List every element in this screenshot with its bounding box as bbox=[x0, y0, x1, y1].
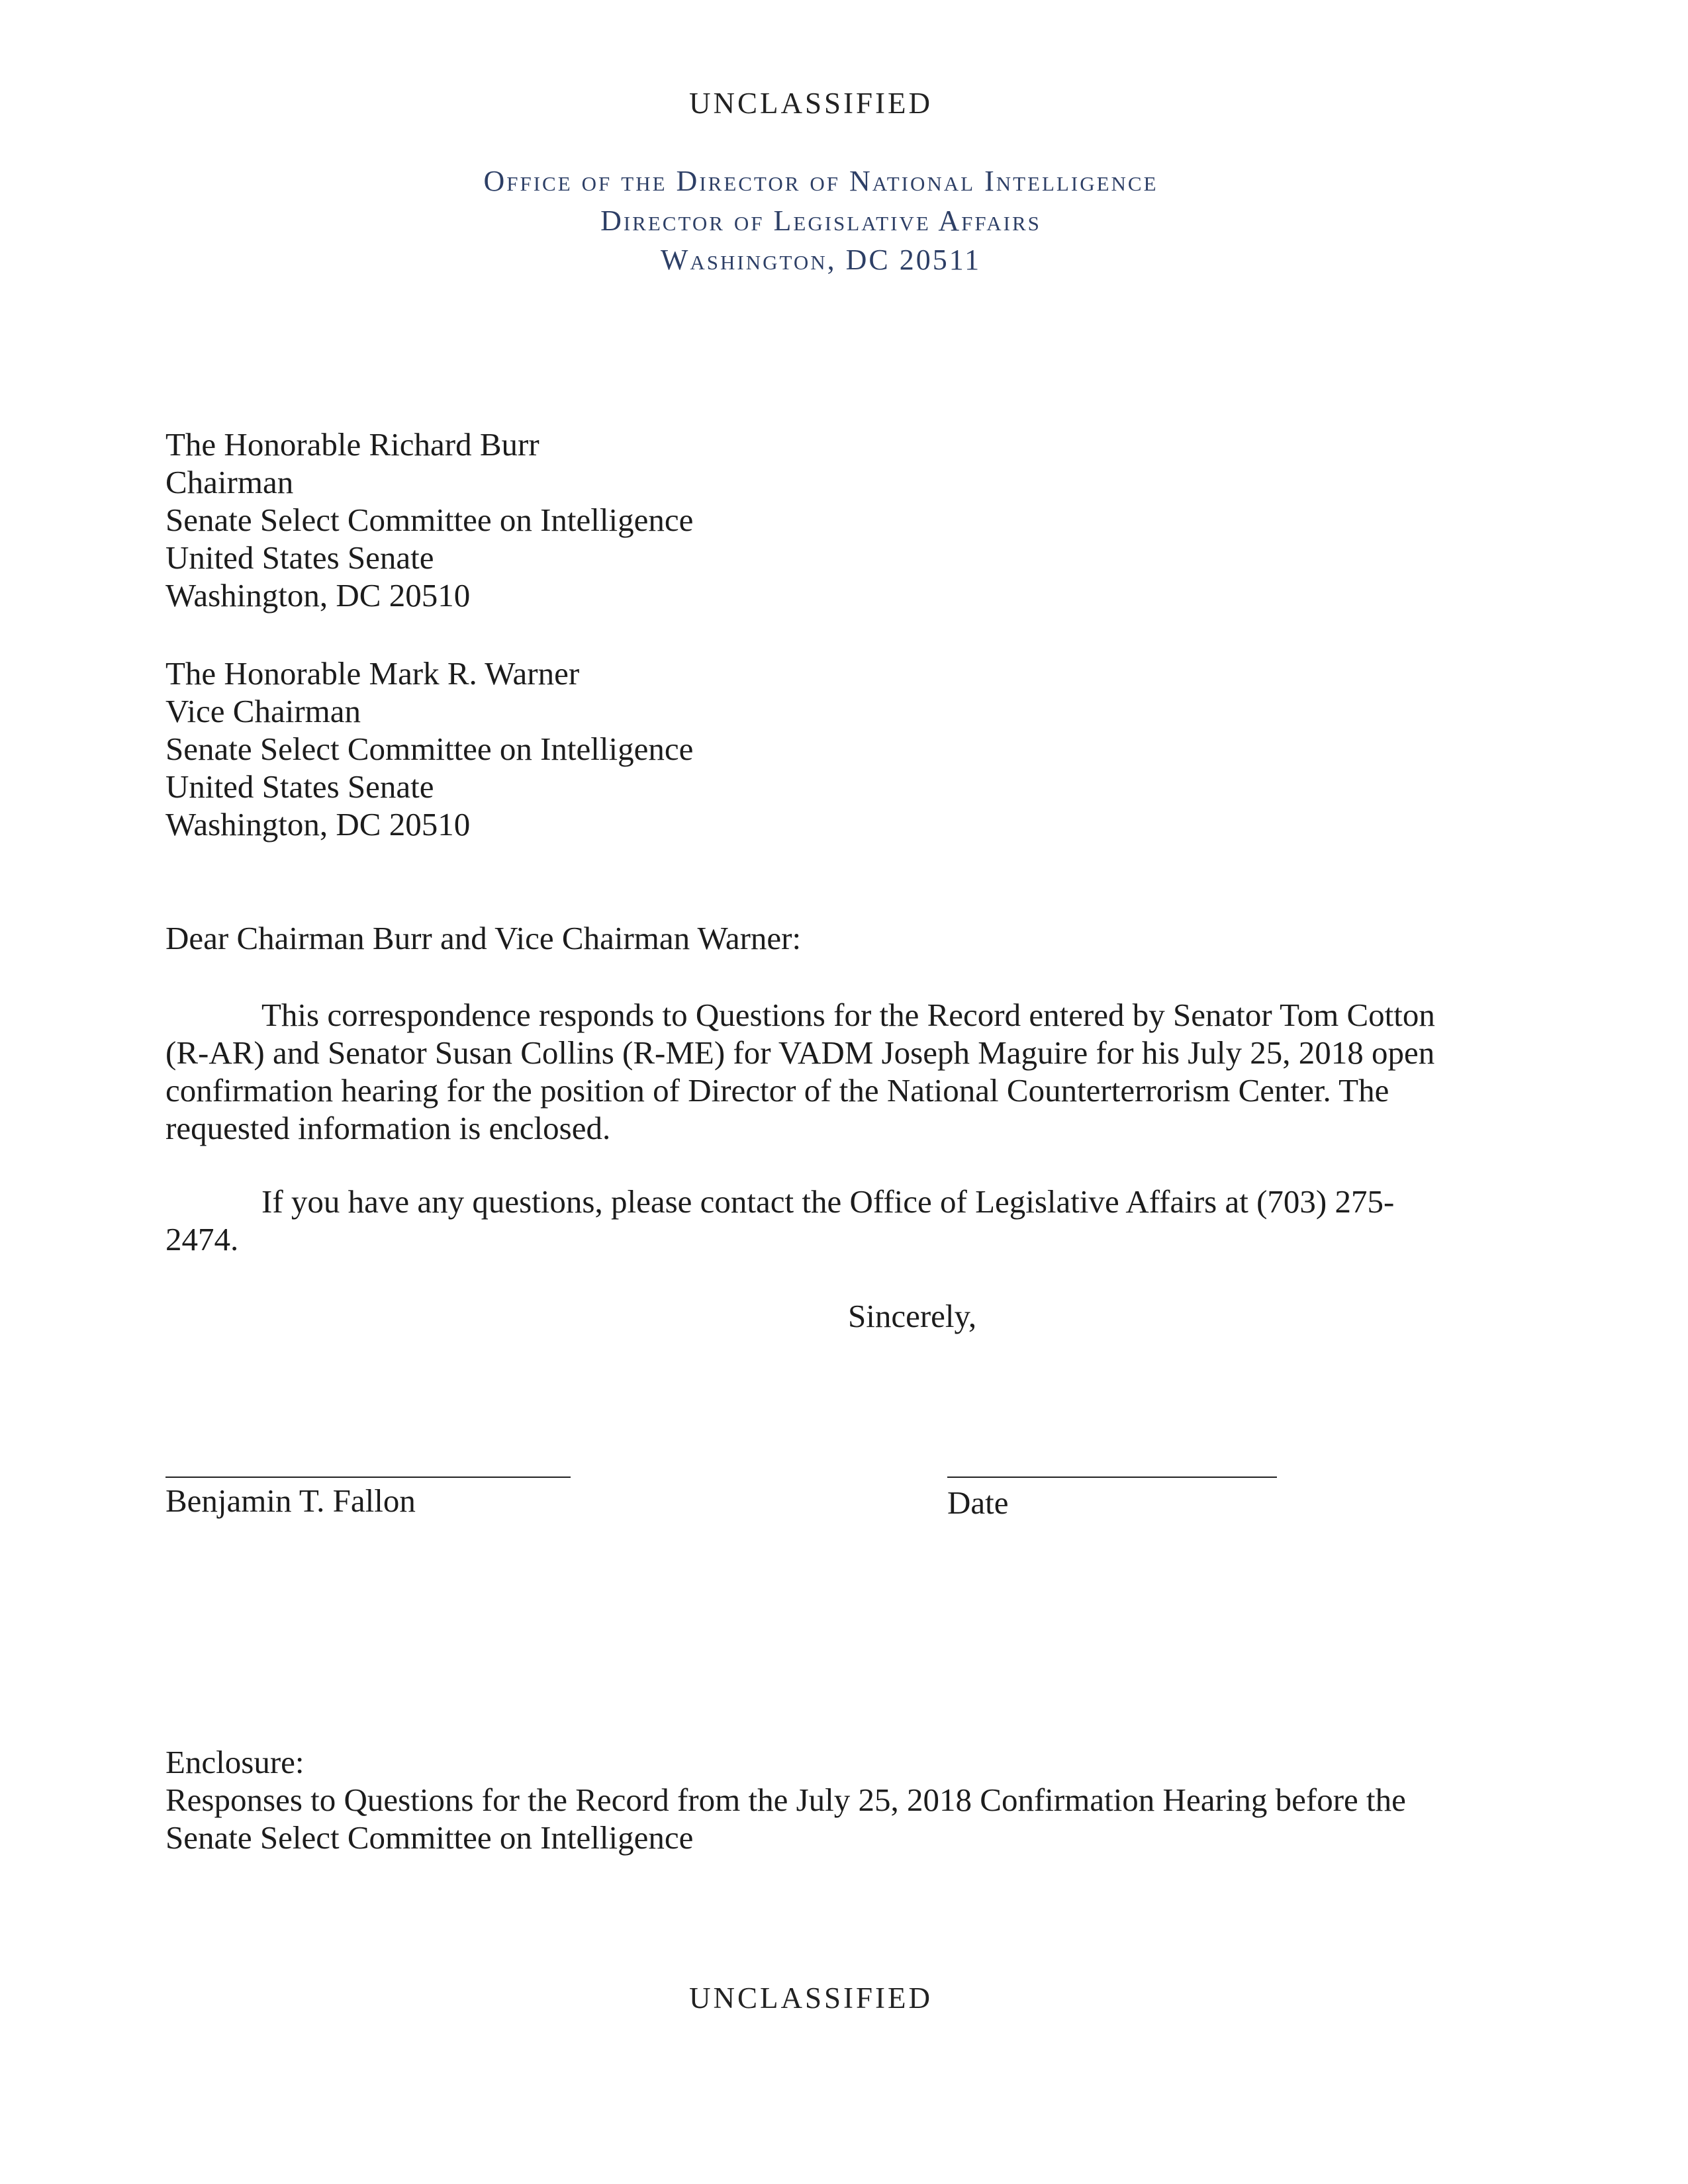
address-line: United States Senate bbox=[165, 539, 434, 576]
enclosure-line: Responses to Questions for the Record from the July 25, 2018 Confirmation Hearing before the bbox=[165, 1782, 1406, 1818]
address-line: Vice Chairman bbox=[165, 693, 361, 729]
letterhead-title: Director of Legislative Affairs bbox=[600, 205, 1041, 237]
paragraph-line: requested information is enclosed. bbox=[165, 1110, 611, 1146]
body-paragraph-1 bbox=[165, 996, 1435, 1147]
letterhead-office: Office of the Director of National Intelligence bbox=[483, 165, 1158, 197]
address-line: The Honorable Richard Burr bbox=[165, 426, 539, 463]
date-label: Date bbox=[947, 1484, 1009, 1521]
enclosure-block bbox=[165, 1743, 1406, 1856]
enclosure-line: Senate Select Committee on Intelligence bbox=[165, 1819, 694, 1856]
closing: Sincerely, bbox=[848, 1298, 977, 1334]
paragraph-line: confirmation hearing for the position of Director of the National Counterterrorism Center. The bbox=[165, 1072, 1389, 1109]
addressee-block-1 bbox=[165, 426, 693, 614]
signature-line bbox=[165, 1477, 571, 1478]
letterhead-address: Washington, DC 20511 bbox=[660, 244, 982, 276]
address-line: Senate Select Committee on Intelligence bbox=[165, 731, 694, 767]
classification-marking-top: UNCLASSIFIED bbox=[688, 87, 933, 120]
paragraph-line: This correspondence responds to Questions for the Record entered by Senator Tom Cotton bbox=[261, 997, 1435, 1033]
date-line bbox=[947, 1477, 1277, 1478]
body-paragraph-2 bbox=[165, 1183, 1394, 1258]
address-line: Chairman bbox=[165, 464, 294, 500]
salutation: Dear Chairman Burr and Vice Chairman Warner: bbox=[165, 920, 802, 956]
paragraph-line: 2474. bbox=[165, 1221, 239, 1257]
address-line: United States Senate bbox=[165, 768, 434, 805]
paragraph-line: If you have any questions, please contact the Office of Legislative Affairs at (703) 275- bbox=[261, 1183, 1395, 1220]
address-line: Washington, DC 20510 bbox=[165, 806, 471, 842]
address-line: Washington, DC 20510 bbox=[165, 577, 471, 614]
addressee-block-2 bbox=[165, 655, 693, 843]
address-line: Senate Select Committee on Intelligence bbox=[165, 502, 694, 538]
classification-marking-bottom: UNCLASSIFIED bbox=[688, 1981, 933, 2015]
address-line: The Honorable Mark R. Warner bbox=[165, 655, 580, 692]
signatory-name: Benjamin T. Fallon bbox=[165, 1482, 416, 1519]
enclosure-label: Enclosure: bbox=[165, 1744, 305, 1780]
paragraph-line: (R-AR) and Senator Susan Collins (R-ME) for VADM Joseph Maguire for his July 25, 2018 open bbox=[165, 1034, 1435, 1071]
